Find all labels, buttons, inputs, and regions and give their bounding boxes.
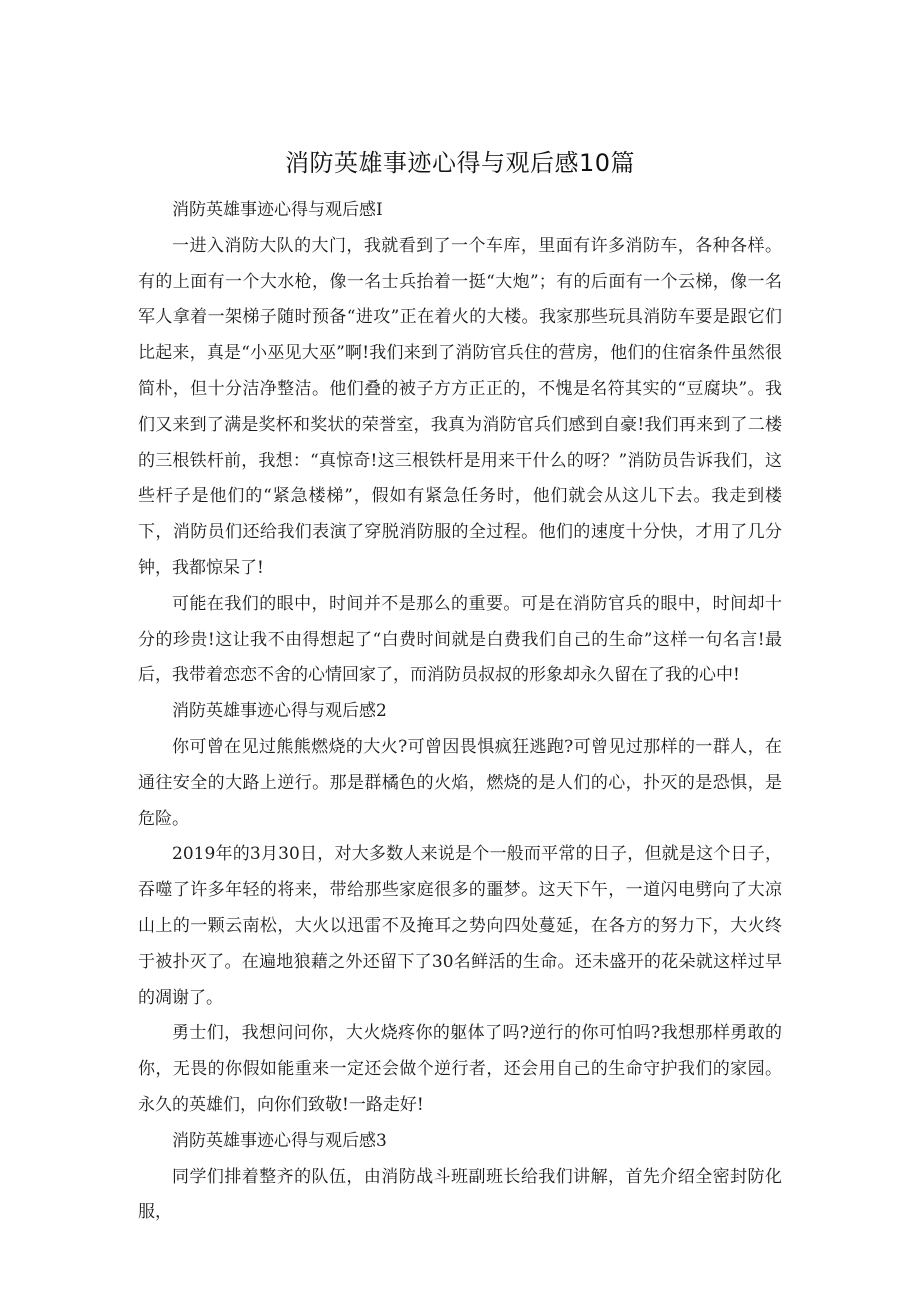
section-heading: 消防英雄事迹心得与观后感2 bbox=[172, 701, 387, 722]
paragraph: 勇士们，我想问问你，大火烧疼你的躯体了吗?逆行的你可怕吗?我想那样勇敢的你，无畏的你假如能重来一定还会做个逆行者，还会用自己的生命守护我们的家园。永久的英雄们，向你们致敬!一路走好! bbox=[138, 1023, 782, 1115]
paragraph: 同学们排着整齐的队伍，由消防战斗班副班长给我们讲解，首先介绍全密封防化服， bbox=[138, 1166, 782, 1223]
document-body bbox=[138, 193, 782, 1231]
document-title: 消防英雄事迹心得与观后感10篇 bbox=[284, 149, 636, 177]
paragraph: 2019年的3月30日，对大多数人来说是个一般而平常的日子，但就是这个日子，吞噬了许多年轻的将来，带给那些家庭很多的噩梦。这天下午，一道闪电劈向了大凉山上的一颗云南松，大火以迅雷不及掩耳之势向四处蔓延，在各方的努力下，大火终于被扑灭了。在遍地狼藉之外还留下了30名鲜活的生命。还未盛开的花朵就这样过早的凋谢了。 bbox=[138, 844, 782, 1008]
section-heading: 消防英雄事迹心得与观后感I bbox=[172, 200, 383, 220]
paragraph: 一进入消防大队的大门，我就看到了一个车库，里面有许多消防车，各种各样。有的上面有一个大水枪，像一名士兵抬着一挺“大炮”；有的后面有一个云梯，像一名军人拿着一架梯子随时预备“进攻”正在着火的大楼。我家那些玩具消防车要是跟它们比起来，真是“小巫见大巫”啊!我们来到了消防官兵住的营房，他们的住宿条件虽然很简朴，但十分洁净整洁。他们叠的被子方方正正的，不愧是名符其实的“豆腐块”。我们又来到了满是奖杯和奖状的荣誉室，我真为消防官兵们感到自豪!我们再来到了二楼的三根铁杆前，我想：“真惊奇!这三根铁杆是用来干什么的呀？”消防员告诉我们，这些杆子是他们的“紧急楼梯”，假如有紧急任务时，他们就会从这儿下去。我走到楼下，消防员们还给我们表演了穿脱消防服的全过程。他们的速度十分快，才用了几分钟，我都惊呆了! bbox=[138, 235, 782, 578]
paragraph: 可能在我们的眼中，时间并不是那么的重要。可是在消防官兵的眼中，时间却十分的珍贵!这让我不由得想起了“白费时间就是白费我们自己的生命”这样一句名言!最后，我带着恋恋不舍的心情回家了，而消防员叔叔的形象却永久留在了我的心中! bbox=[138, 593, 782, 686]
section-heading: 消防英雄事迹心得与观后感3 bbox=[172, 1130, 387, 1151]
paragraph: 你可曾在见过熊熊燃烧的大火?可曾因畏惧疯狂逃跑?可曾见过那样的一群人，在通往安全的大路上逆行。那是群橘色的火焰，燃烧的是人们的心，扑灭的是恐惧，是危险。 bbox=[138, 736, 782, 829]
